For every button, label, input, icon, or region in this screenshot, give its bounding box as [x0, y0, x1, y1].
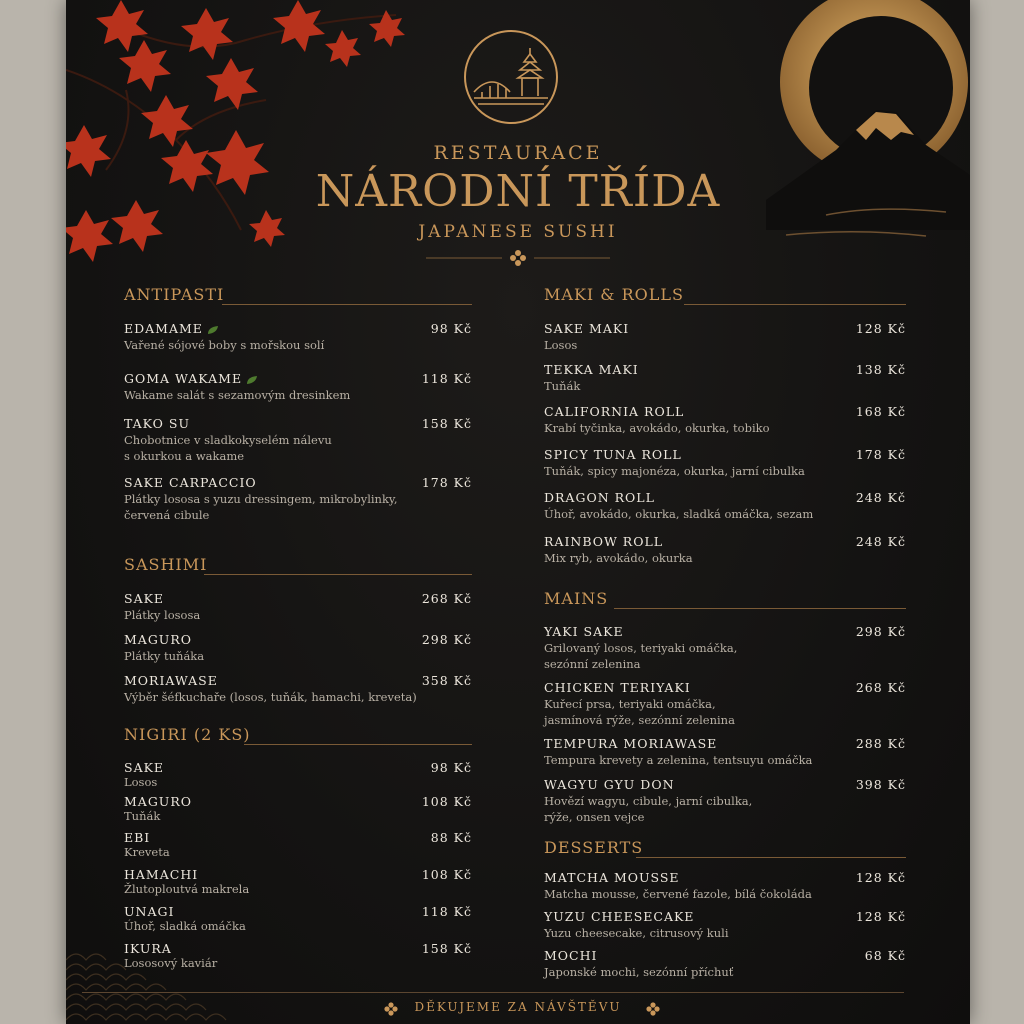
item-price: 98 Kč [430, 321, 472, 336]
item-description: Úhoř, sladká omáčka [124, 919, 246, 933]
menu-item: WAGYU GYU DON 398 Kč Hovězí wagyu, cibule, jarní cibulka, rýže, onsen vejce [544, 777, 906, 824]
menu-item: SAKE 98 Kč Losos [124, 760, 472, 789]
menu-item: TAKO SU 158 Kč Chobotnice v sladkokyselém nálevu s okurkou a wakame [124, 416, 472, 463]
item-price: 178 Kč [421, 475, 472, 490]
section-title: MAINS [544, 589, 906, 611]
item-description: Wakame salát s sezamovým dresinkem [124, 388, 351, 402]
item-price: 108 Kč [421, 867, 472, 882]
section-title: DESSERTS [544, 838, 906, 860]
item-description: Hovězí wagyu, cibule, jarní cibulka, [544, 794, 753, 808]
item-price: 288 Kč [855, 736, 906, 751]
menu-item: EBI 88 Kč Kreveta [124, 830, 472, 859]
item-price: 298 Kč [855, 624, 906, 639]
item-description: Chobotnice v sladkokyselém nálevu [124, 433, 332, 447]
item-price: 118 Kč [421, 904, 472, 919]
item-price: 158 Kč [421, 416, 472, 431]
section-sashimi [124, 555, 472, 705]
item-price: 128 Kč [855, 321, 906, 336]
item-description: sezónní zelenina [544, 657, 641, 671]
item-description: Losos [124, 775, 158, 789]
restaurant-subtitle: JAPANESE SUSHI [418, 222, 618, 242]
item-description: Losos [544, 338, 578, 352]
menu-item: YAKI SAKE 298 Kč Grilovaný losos, teriyaki omáčka, sezónní zelenina [544, 624, 906, 671]
section-title: SASHIMI [124, 555, 472, 577]
section-title: NIGIRI (2 KS) [124, 725, 472, 747]
menu-item: HAMACHI 108 Kč Žlutoploutvá makrela [124, 867, 472, 896]
item-description: Matcha mousse, červené fazole, bílá čokoláda [544, 887, 812, 901]
item-description: Krabí tyčinka, avokádo, okurka, tobiko [544, 421, 770, 435]
menu-item: SAKE CARPACCIO 178 Kč Plátky lososa s yuzu dressingem, mikrobylinky, červená cibule [124, 475, 472, 522]
menu-item: UNAGI 118 Kč Úhoř, sladká omáčka [124, 904, 472, 933]
item-price: 98 Kč [430, 760, 472, 775]
menu-item: MORIAWASE 358 Kč Výběr šéfkuchaře (losos, tuňák, hamachi, kreveta) [124, 673, 472, 704]
item-description: Plátky lososa s yuzu dressingem, mikrobylinky, [124, 492, 398, 506]
menu-item: IKURA 158 Kč Lososový kaviár [124, 941, 472, 970]
section-maki-rolls [544, 285, 906, 575]
menu-item: MAGURO 108 Kč Tuňák [124, 794, 472, 823]
item-description: červená cibule [124, 508, 210, 522]
item-description: Japonské mochi, sezónní příchuť [544, 965, 734, 979]
menu-item: SPICY TUNA ROLL 178 Kč Tuňák, spicy majonéza, okurka, jarní cibulka [544, 447, 906, 478]
item-price: 88 Kč [430, 830, 472, 845]
item-description: Žlutoploutvá makrela [124, 882, 250, 896]
menu-item: MOCHI 68 Kč Japonské mochi, sezónní příchuť [544, 948, 906, 979]
leaf-icon [246, 375, 258, 385]
section-desserts [544, 838, 906, 978]
menu-item: GOMA WAKAME 118 Kč Wakame salát s sezamovým dresinkem [124, 371, 472, 402]
item-price: 358 Kč [421, 673, 472, 688]
section-mains [544, 589, 906, 829]
item-price: 138 Kč [855, 362, 906, 377]
menu-item: MAGURO 298 Kč Plátky tuňáka [124, 632, 472, 663]
menu-item: CALIFORNIA ROLL 168 Kč Krabí tyčinka, avokádo, okurka, tobiko [544, 404, 906, 435]
item-price: 118 Kč [421, 371, 472, 386]
logo-icon [462, 28, 560, 126]
leaf-icon [207, 325, 219, 335]
brand-label: RESTAURACE [433, 142, 603, 164]
item-price: 248 Kč [855, 534, 906, 549]
item-price: 128 Kč [855, 870, 906, 885]
item-price: 158 Kč [421, 941, 472, 956]
footer-divider [82, 992, 904, 993]
item-description: Kreveta [124, 845, 170, 859]
item-price: 108 Kč [421, 794, 472, 809]
item-price: 178 Kč [855, 447, 906, 462]
section-antipasti [124, 285, 472, 530]
item-price: 268 Kč [421, 591, 472, 606]
item-description: Yuzu cheesecake, citrusový kuli [544, 926, 729, 940]
item-description: Vařené sójové boby s mořskou solí [124, 338, 325, 352]
menu-card [66, 0, 970, 1024]
menu-item: TEKKA MAKI 138 Kč Tuňák [544, 362, 906, 393]
item-price: 268 Kč [855, 680, 906, 695]
menu-item: TEMPURA MORIAWASE 288 Kč Tempura krevety a zelenina, tentsuyu omáčka [544, 736, 906, 767]
item-price: 248 Kč [855, 490, 906, 505]
item-description: s okurkou a wakame [124, 449, 245, 463]
item-description: Úhoř, avokádo, okurka, sladká omáčka, sezam [544, 507, 814, 521]
item-description: Kuřecí prsa, teriyaki omáčka, [544, 697, 716, 711]
section-title: MAKI & ROLLS [544, 285, 906, 307]
item-description: Tuňák [124, 809, 161, 823]
section-title: ANTIPASTI [124, 285, 472, 307]
menu-item: DRAGON ROLL 248 Kč Úhoř, avokádo, okurka, sladká omáčka, sezam [544, 490, 906, 521]
item-description: jasmínová rýže, sezónní zelenina [544, 713, 735, 727]
menu-item: CHICKEN TERIYAKI 268 Kč Kuřecí prsa, teriyaki omáčka, jasmínová rýže, sezónní zelenina [544, 680, 906, 727]
menu-item: SAKE 268 Kč Plátky lososa [124, 591, 472, 622]
footer-thanks: DĚKUJEME ZA NÁVŠTĚVU [414, 1000, 622, 1014]
item-price: 298 Kč [421, 632, 472, 647]
item-description: rýže, onsen vejce [544, 810, 645, 824]
menu-item: MATCHA MOUSSE 128 Kč Matcha mousse, červené fazole, bílá čokoláda [544, 870, 906, 901]
item-description: Lososový kaviár [124, 956, 218, 970]
item-price: 68 Kč [864, 948, 906, 963]
flower-icon [426, 250, 610, 266]
item-description: Grilovaný losos, teriyaki omáčka, [544, 641, 738, 655]
menu-item: EDAMAME 98 Kč Vařené sójové boby s mořskou solí [124, 321, 472, 352]
item-description: Mix ryb, avokádo, okurka [544, 551, 693, 565]
restaurant-name: NÁRODNÍ TŘÍDA [315, 166, 721, 217]
item-description: Tempura krevety a zelenina, tentsuyu omáčka [544, 753, 813, 767]
item-description: Plátky lososa [124, 608, 201, 622]
item-price: 168 Kč [855, 404, 906, 419]
item-description: Výběr šéfkuchaře (losos, tuňák, hamachi, kreveta) [124, 690, 417, 704]
item-price: 128 Kč [855, 909, 906, 924]
menu-item: YUZU CHEESECAKE 128 Kč Yuzu cheesecake, citrusový kuli [544, 909, 906, 940]
menu-item: RAINBOW ROLL 248 Kč Mix ryb, avokádo, okurka [544, 534, 906, 565]
item-description: Tuňák, spicy majonéza, okurka, jarní cibulka [544, 464, 805, 478]
menu-item: SAKE MAKI 128 Kč Losos [544, 321, 906, 352]
item-description: Tuňák [544, 379, 581, 393]
item-description: Plátky tuňáka [124, 649, 205, 663]
item-price: 398 Kč [855, 777, 906, 792]
